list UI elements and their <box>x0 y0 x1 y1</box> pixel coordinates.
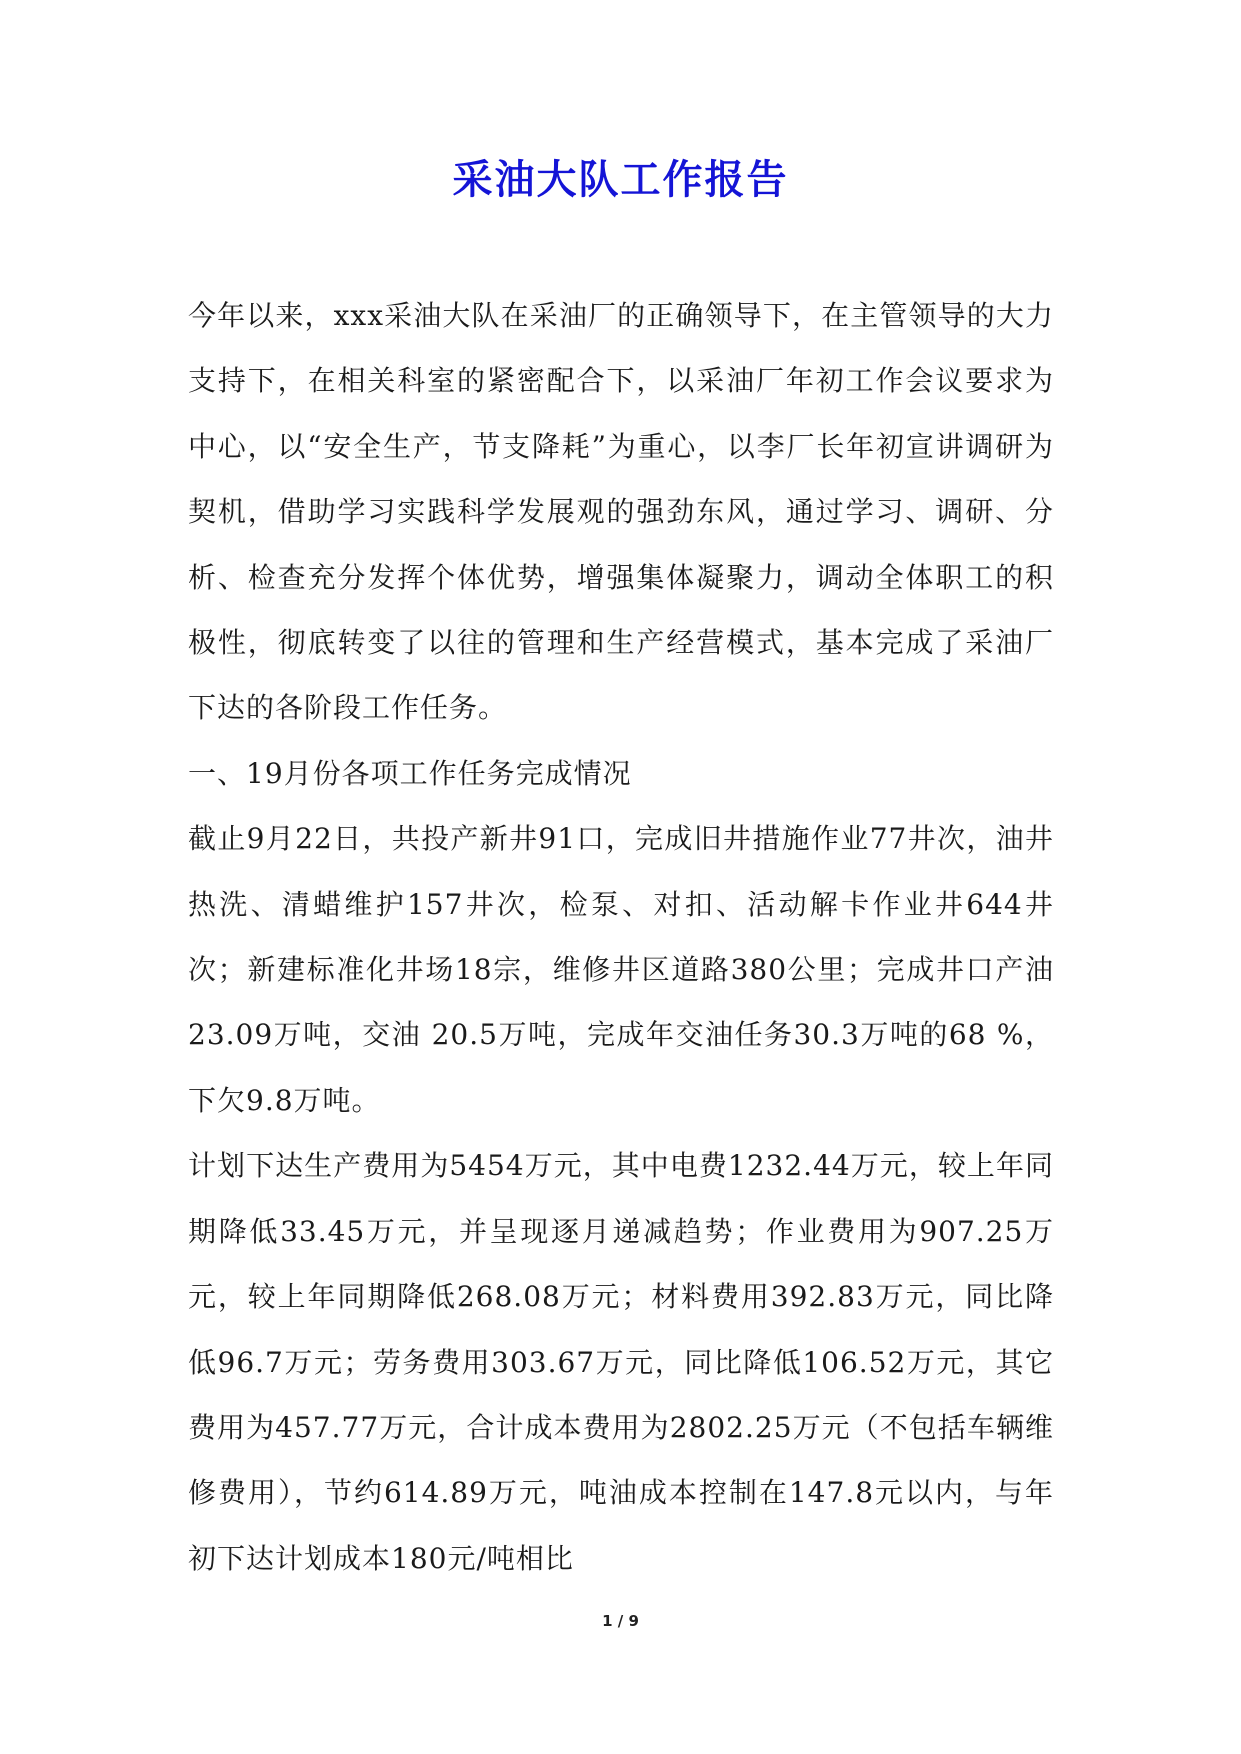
paragraph-costs: 计划下达生产费用为5454万元，其中电费1232.44万元，较上年同期降低33.45万元，并呈现逐月递减趋势；作业费用为907.25万元，较上年同期降低268.08万元；材料费用392.83万元，同比降低96.7万元；劳务费用303.67万元，同比降低106.52万元，其它费用为457.77万元，合计成本费用为2802.25万元（不包括车辆维修费用），节约614.89万元，吨油成本控制在147.8元以内，与年初下达计划成本180元/吨相比 <box>188 1149 1054 1575</box>
paragraph-production: 截止9月22日，共投产新井91口，完成旧井措施作业77井次，油井热洗、清蜡维护157井次，检泵、对扣、活动解卡作业井644井次；新建标准化井场18宗，维修井区道路380公里；完成井口产油23.09万吨，交油 20.5万吨，完成年交油任务30.3万吨的68 %，下欠9.8万吨。 <box>188 822 1054 1117</box>
paragraph-intro: 今年以来，xxx采油大队在采油厂的正确领导下，在主管领导的大力支持下，在相关科室的紧密配合下，以采油厂年初工作会议要求为中心，以“安全生产，节支降耗”为重心，以李厂长年初宣讲调研为契机，借助学习实践科学发展观的强劲东风，通过学习、调研、分析、检查充分发挥个体优势，增强集体凝聚力，调动全体职工的积极性，彻底转变了以往的管理和生产经营模式，基本完成了采油厂下达的各阶段工作任务。 <box>188 299 1054 725</box>
document-title: 采油大队工作报告 <box>452 157 789 203</box>
section-heading: 一、19月份各项工作任务完成情况 <box>188 756 632 790</box>
document-body <box>188 283 1054 1591</box>
page-number: 1 / 9 <box>602 1612 639 1630</box>
